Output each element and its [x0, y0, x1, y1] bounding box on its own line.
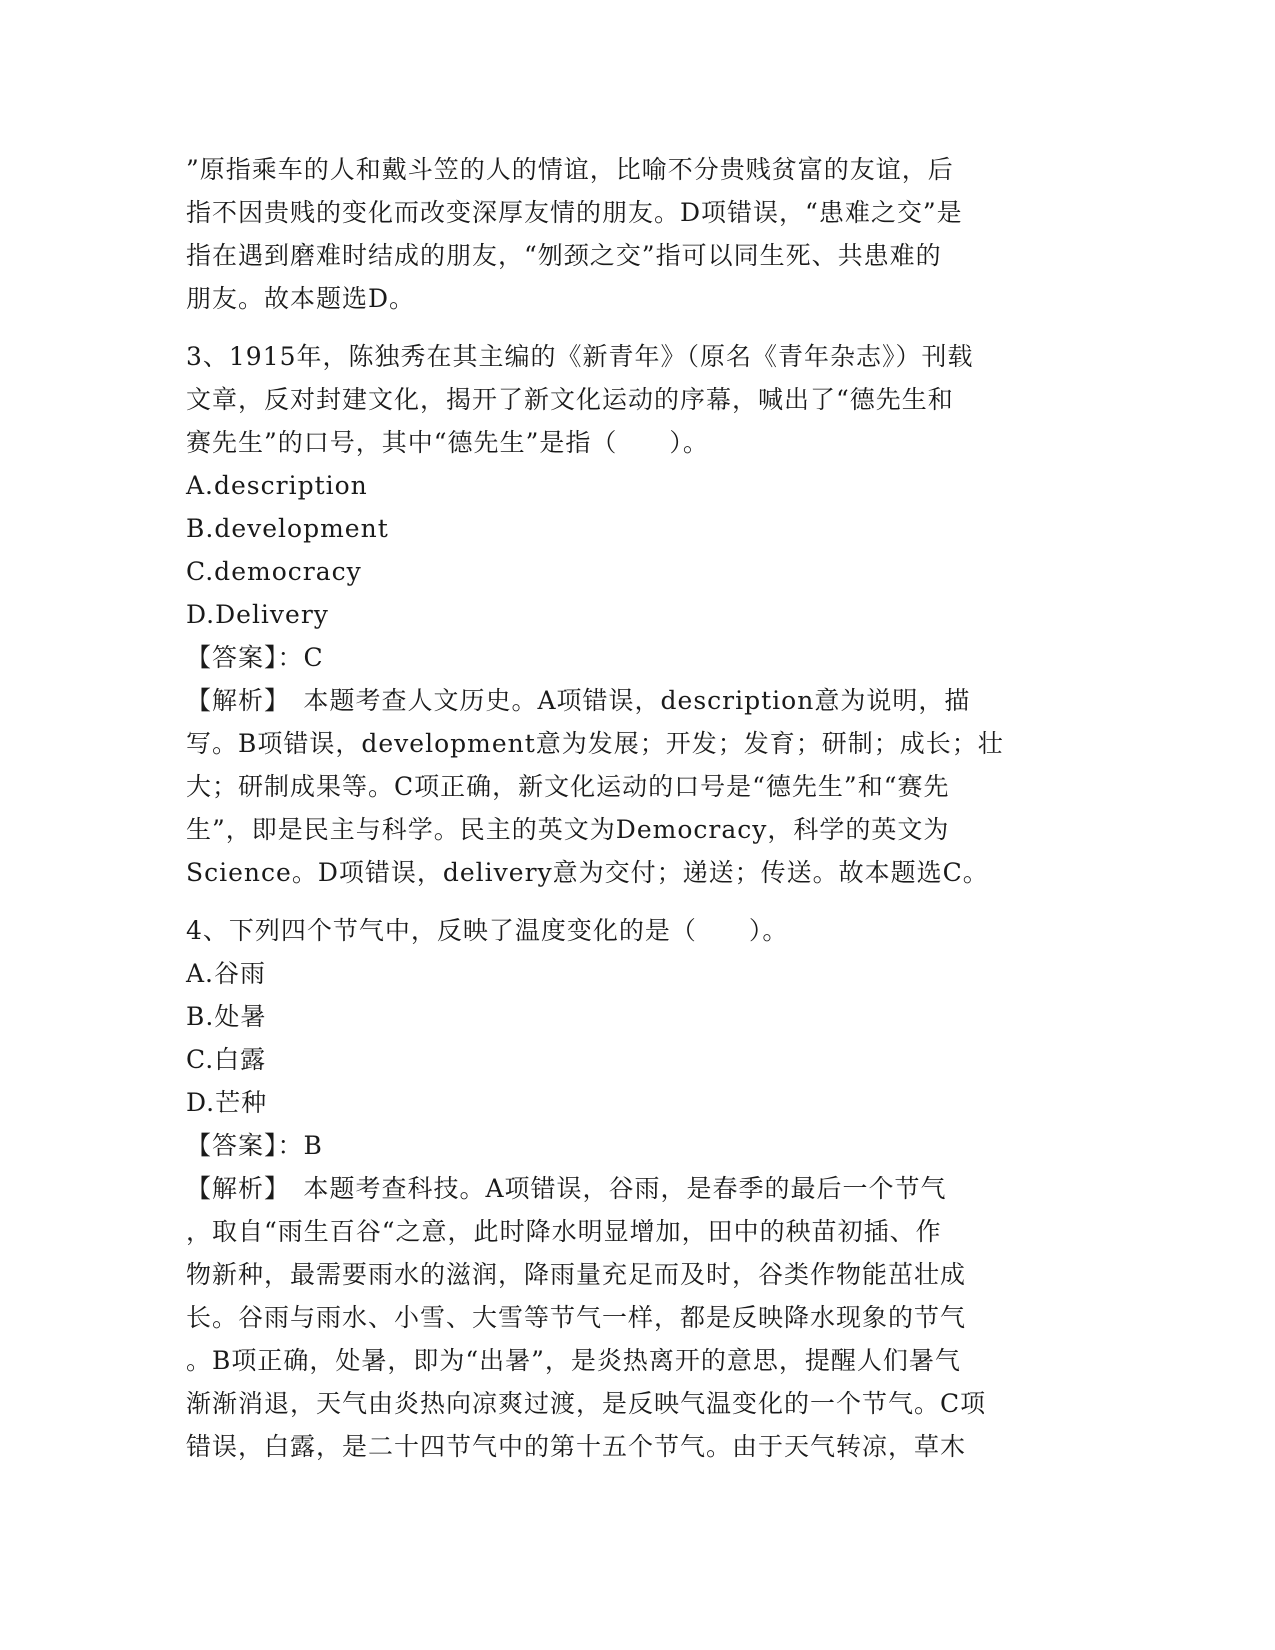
option-b: B.development: [186, 514, 389, 543]
spacer: [186, 894, 1086, 909]
question-4: [186, 909, 1086, 1468]
analysis-line: 物新种，最需要雨水的滋润，降雨量充足而及时，谷类作物能茁壮成: [186, 1260, 967, 1289]
text-line: 指在遇到磨难时结成的朋友，“刎颈之交”指可以同生死、共患难的: [186, 241, 942, 270]
document-page: [186, 148, 1086, 1468]
analysis-line: Science。D项错误，delivery意为交付；递送；传送。故本题选C。: [186, 858, 989, 887]
answer-line: 【答案】：B: [186, 1131, 323, 1160]
analysis-line: 错误，白露，是二十四节气中的第十五个节气。由于天气转凉，草木: [186, 1432, 967, 1461]
previous-analysis-continuation: [186, 148, 1086, 320]
analysis-line: 【解析】 本题考查科技。A项错误，谷雨，是春季的最后一个节气: [186, 1174, 947, 1203]
option-a: A.谷雨: [186, 959, 267, 988]
analysis-line: 写。B项错误，development意为发展；开发；发育；研制；成长；壮: [186, 729, 1004, 758]
analysis-line: 【解析】 本题考查人文历史。A项错误，description意为说明，描: [186, 686, 971, 715]
option-d: D.Delivery: [186, 600, 329, 629]
analysis-line: 渐渐消退，天气由炎热向凉爽过渡，是反映气温变化的一个节气。C项: [186, 1389, 987, 1418]
option-b: B.处暑: [186, 1002, 267, 1031]
option-d: D.芒种: [186, 1088, 268, 1117]
analysis-line: 生”，即是民主与科学。民主的英文为Democracy，科学的英文为: [186, 815, 950, 844]
text-line: ”原指乘车的人和戴斗笠的人的情谊，比喻不分贵贱贫富的友谊，后: [186, 155, 954, 184]
analysis-line: 大；研制成果等。C项正确，新文化运动的口号是“德先生”和“赛先: [186, 772, 950, 801]
question-3: [186, 335, 1086, 894]
analysis-line: ，取自“雨生百谷“之意，此时降水明显增加，田中的秧苗初插、作: [186, 1217, 942, 1246]
spacer: [186, 320, 1086, 335]
answer-line: 【答案】：C: [186, 643, 324, 672]
analysis-line: 长。谷雨与雨水、小雪、大雪等节气一样，都是反映降水现象的节气: [186, 1303, 967, 1332]
text-line: 朋友。故本题选D。: [186, 284, 416, 313]
analysis-line: 。B项正确，处暑，即为“出暑”，是炎热离开的意思，提醒人们暑气: [186, 1346, 961, 1375]
question-stem-line: 3、1915年，陈独秀在其主编的《新青年》（原名《青年杂志》）刊载: [186, 342, 974, 371]
option-a: A.description: [186, 471, 368, 500]
question-stem-line: 4、下列四个节气中，反映了温度变化的是（ ）。: [186, 916, 789, 945]
option-c: C.白露: [186, 1045, 267, 1074]
text-line: 指不因贵贱的变化而改变深厚友情的朋友。D项错误，“患难之交”是: [186, 198, 963, 227]
option-c: C.democracy: [186, 557, 362, 586]
question-stem-line: 赛先生”的口号，其中“德先生”是指（ ）。: [186, 428, 709, 457]
question-stem-line: 文章，反对封建文化，揭开了新文化运动的序幕，喊出了“德先生和: [186, 385, 954, 414]
